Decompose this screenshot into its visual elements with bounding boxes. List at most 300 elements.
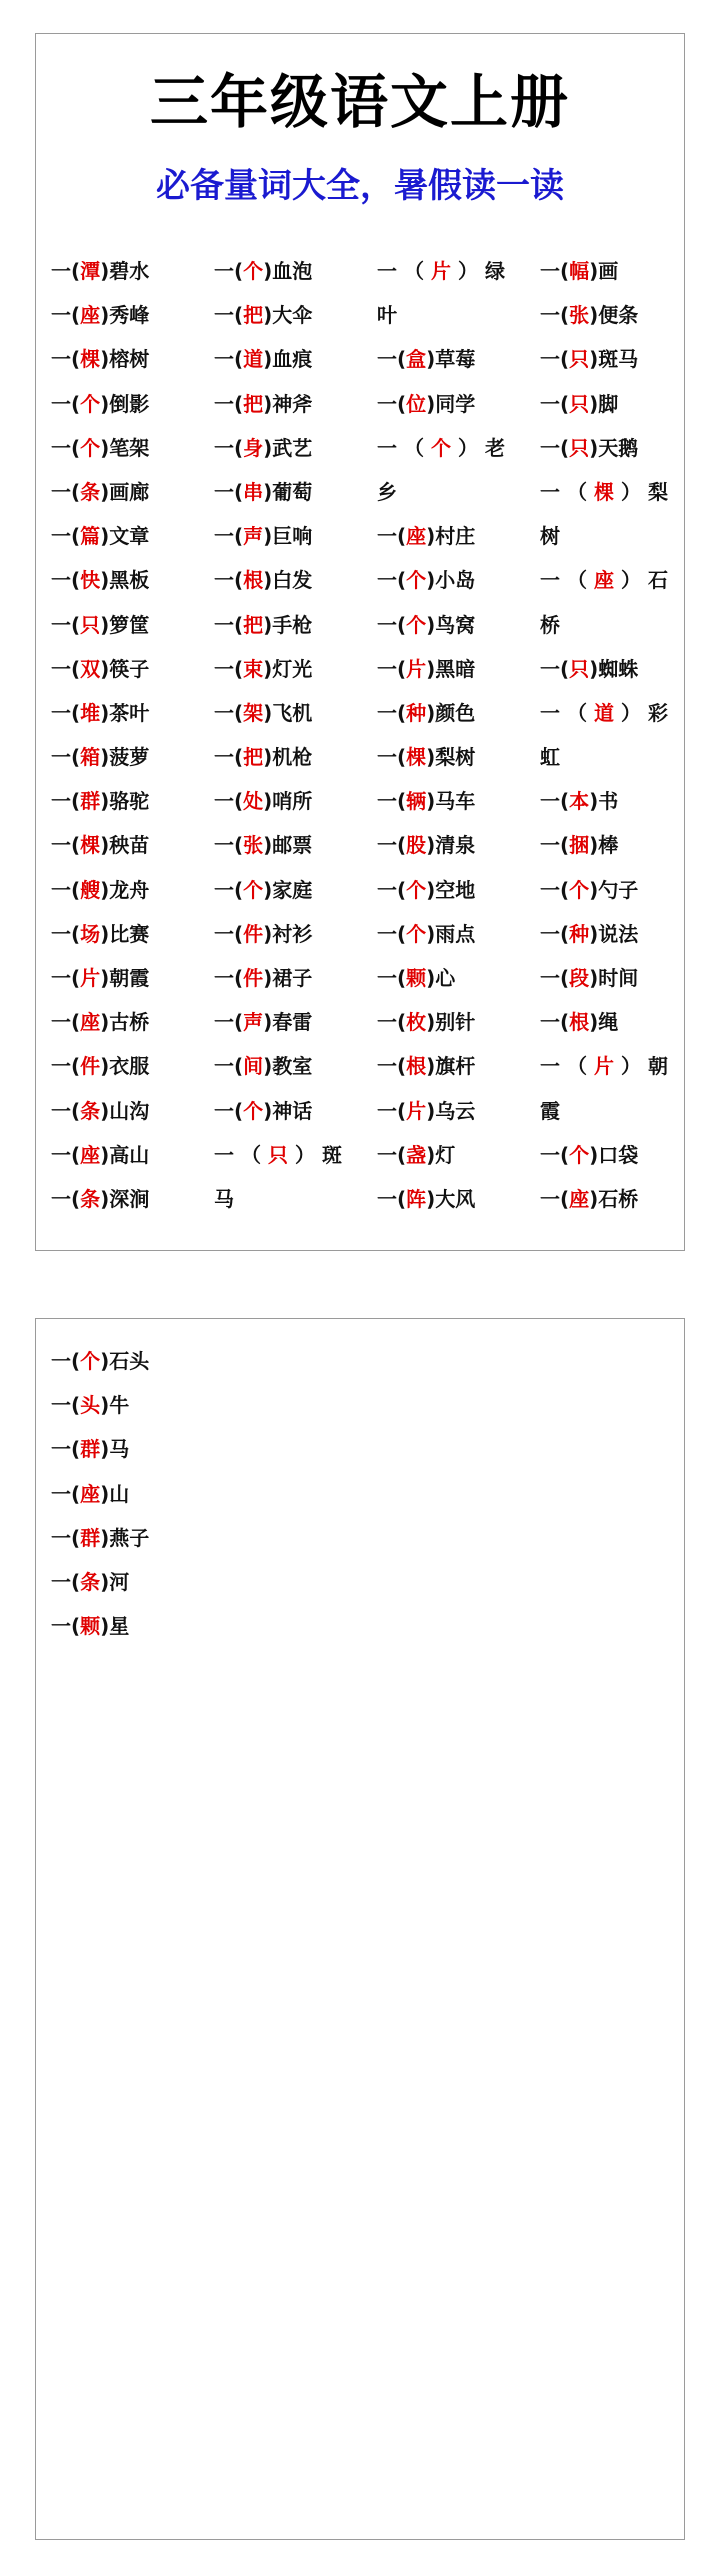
measure-word-item bbox=[51, 514, 211, 558]
measure-word: 个 bbox=[569, 1142, 590, 1167]
item-prefix: 一( bbox=[214, 833, 244, 858]
item-noun: )骆驼 bbox=[100, 789, 150, 814]
item-text-part: ） bbox=[295, 1142, 315, 1167]
item-noun: )蜘蛛 bbox=[589, 656, 639, 681]
measure-word: 件 bbox=[243, 921, 264, 946]
item-noun: )古桥 bbox=[100, 1010, 150, 1035]
item-prefix: 一( bbox=[214, 391, 244, 416]
item-prefix: 一( bbox=[214, 789, 244, 814]
item-prefix: 一( bbox=[540, 921, 570, 946]
item-prefix: 一( bbox=[377, 391, 407, 416]
measure-word-item bbox=[51, 249, 211, 293]
item-prefix: 一( bbox=[377, 1010, 407, 1035]
measure-word: 架 bbox=[243, 700, 264, 725]
item-prefix: 一( bbox=[51, 391, 81, 416]
item-noun: )邮票 bbox=[263, 833, 313, 858]
item-prefix: 一( bbox=[377, 745, 407, 770]
item-noun: )神话 bbox=[263, 1098, 313, 1123]
measure-word: 件 bbox=[80, 1054, 101, 1079]
item-noun: )秀峰 bbox=[100, 303, 150, 328]
item-prefix: 一( bbox=[214, 259, 244, 283]
measure-word-item bbox=[51, 1044, 211, 1088]
measure-word-item bbox=[540, 868, 700, 912]
item-noun: )别针 bbox=[426, 1010, 476, 1035]
item-text-part: 老 bbox=[485, 435, 505, 460]
word-column-page-2 bbox=[51, 1339, 351, 1648]
item-prefix: 一( bbox=[214, 347, 244, 372]
measure-word: 颗 bbox=[406, 966, 427, 990]
item-prefix: 一( bbox=[51, 303, 81, 328]
measure-word-item bbox=[51, 470, 211, 514]
item-noun: )便条 bbox=[589, 303, 639, 328]
measure-word-item bbox=[51, 1604, 351, 1648]
measure-word: 股 bbox=[406, 833, 427, 858]
measure-word: 个 bbox=[406, 921, 427, 946]
item-text-part: 梨 bbox=[648, 479, 668, 504]
measure-word: 颗 bbox=[80, 1614, 101, 1639]
item-noun: )清泉 bbox=[426, 833, 476, 858]
item-prefix: 一( bbox=[214, 877, 244, 902]
item-noun: )衬衫 bbox=[263, 921, 313, 946]
measure-word-item bbox=[377, 735, 537, 779]
measure-word-item bbox=[540, 1177, 700, 1221]
measure-word: 条 bbox=[80, 1569, 101, 1594]
measure-word-item bbox=[377, 1177, 537, 1221]
measure-word: 把 bbox=[243, 745, 264, 770]
measure-word: 条 bbox=[80, 1098, 101, 1123]
measure-word: 条 bbox=[80, 1186, 101, 1211]
item-prefix: 一( bbox=[214, 1010, 244, 1035]
measure-word-item bbox=[51, 647, 211, 691]
measure-word-item bbox=[540, 470, 668, 514]
item-prefix: 一( bbox=[377, 1098, 407, 1123]
measure-word-item bbox=[377, 1044, 537, 1088]
measure-word-item bbox=[214, 426, 374, 470]
measure-word: 盏 bbox=[406, 1142, 427, 1167]
item-prefix: 一( bbox=[51, 479, 81, 504]
measure-word-item bbox=[51, 1560, 351, 1604]
measure-word: 快 bbox=[80, 568, 101, 593]
measure-word: 只 bbox=[569, 391, 590, 416]
item-noun: )鸟窝 bbox=[426, 612, 476, 637]
item-prefix: 一( bbox=[51, 1142, 81, 1167]
measure-word-item bbox=[214, 470, 374, 514]
item-noun: )箩筐 bbox=[100, 612, 150, 637]
measure-word: 座 bbox=[569, 1186, 590, 1211]
measure-word: 个 bbox=[243, 877, 264, 902]
measure-word-item bbox=[377, 603, 537, 647]
measure-word: 把 bbox=[243, 391, 264, 416]
measure-word-item bbox=[214, 1133, 342, 1177]
item-prefix: 一( bbox=[51, 745, 81, 770]
measure-word-item bbox=[51, 1427, 351, 1471]
measure-word-item bbox=[377, 868, 537, 912]
item-prefix: 一( bbox=[540, 966, 570, 990]
measure-word-item bbox=[214, 249, 374, 293]
item-noun: )大风 bbox=[426, 1186, 476, 1211]
item-prefix: 一( bbox=[51, 656, 81, 681]
measure-word-item bbox=[51, 1177, 211, 1221]
measure-word-item bbox=[377, 426, 505, 470]
measure-word: 幅 bbox=[569, 259, 590, 283]
item-text-part: （ bbox=[567, 568, 587, 593]
measure-word: 根 bbox=[569, 1010, 590, 1035]
measure-word-item bbox=[51, 868, 211, 912]
item-noun: )燕子 bbox=[100, 1525, 150, 1550]
measure-word: 声 bbox=[243, 1010, 264, 1035]
measure-word-item bbox=[377, 691, 537, 735]
measure-word: 篇 bbox=[80, 524, 101, 549]
item-prefix: 一( bbox=[377, 833, 407, 858]
measure-word-item bbox=[214, 1089, 374, 1133]
item-text-part: 石 bbox=[648, 568, 668, 593]
measure-word: 群 bbox=[80, 1525, 101, 1550]
item-noun: )榕树 bbox=[100, 347, 150, 372]
measure-word-item bbox=[51, 558, 211, 602]
measure-word-item bbox=[214, 337, 374, 381]
item-prefix: 一( bbox=[51, 700, 81, 725]
item-noun: )画廊 bbox=[100, 479, 150, 504]
measure-word: 只 bbox=[569, 435, 590, 460]
measure-word: 只 bbox=[569, 347, 590, 372]
item-text: 叶 bbox=[377, 303, 397, 328]
item-text-part: 一 bbox=[540, 568, 560, 593]
measure-word: 张 bbox=[243, 833, 264, 858]
measure-word: 只 bbox=[569, 656, 590, 681]
word-column-3 bbox=[377, 249, 537, 1221]
measure-word-item bbox=[214, 1044, 374, 1088]
measure-word-item bbox=[540, 1133, 700, 1177]
item-noun: )家庭 bbox=[263, 877, 313, 902]
measure-word-item bbox=[214, 735, 374, 779]
measure-word-item bbox=[540, 956, 700, 1000]
item-noun: )碧水 bbox=[100, 259, 150, 283]
item-text: 霞 bbox=[540, 1098, 560, 1123]
item-noun: )筷子 bbox=[100, 656, 150, 681]
item-noun: )星 bbox=[100, 1614, 130, 1639]
measure-word: 捆 bbox=[569, 833, 590, 858]
measure-word-item bbox=[214, 1177, 374, 1221]
item-noun: )衣服 bbox=[100, 1054, 150, 1079]
item-prefix: 一( bbox=[540, 1010, 570, 1035]
item-text-part: （ bbox=[567, 1054, 587, 1079]
item-noun: )血痕 bbox=[263, 347, 313, 372]
item-noun: )笔架 bbox=[100, 435, 150, 460]
item-prefix: 一( bbox=[214, 524, 244, 549]
item-prefix: 一( bbox=[377, 1142, 407, 1167]
item-prefix: 一( bbox=[214, 921, 244, 946]
measure-word-item bbox=[377, 823, 537, 867]
measure-word: 片 bbox=[594, 1054, 614, 1079]
measure-word: 个 bbox=[243, 1098, 264, 1123]
measure-word-item bbox=[214, 382, 374, 426]
item-prefix: 一( bbox=[51, 435, 81, 460]
item-noun: )黑板 bbox=[100, 568, 150, 593]
item-prefix: 一( bbox=[51, 966, 81, 990]
item-prefix: 一( bbox=[540, 347, 570, 372]
word-column-4 bbox=[540, 249, 700, 1221]
item-noun: )朝霞 bbox=[100, 966, 150, 990]
item-noun: )文章 bbox=[100, 524, 150, 549]
page-title: 三年级语文上册 bbox=[149, 68, 570, 136]
measure-word: 堆 bbox=[80, 700, 101, 725]
item-prefix: 一( bbox=[51, 1054, 81, 1079]
item-prefix: 一( bbox=[51, 1393, 81, 1418]
item-prefix: 一( bbox=[377, 700, 407, 725]
item-noun: )机枪 bbox=[263, 745, 313, 770]
item-noun: )教室 bbox=[263, 1054, 313, 1079]
item-prefix: 一( bbox=[51, 1481, 81, 1506]
item-prefix: 一( bbox=[214, 1098, 244, 1123]
item-prefix: 一( bbox=[51, 833, 81, 858]
measure-word-item bbox=[51, 1516, 351, 1560]
measure-word-item bbox=[377, 293, 537, 337]
measure-word-item bbox=[540, 558, 668, 602]
measure-word-item bbox=[214, 912, 374, 956]
item-prefix: 一( bbox=[51, 921, 81, 946]
measure-word-item bbox=[51, 1089, 211, 1133]
item-text-part: ） bbox=[621, 568, 641, 593]
item-noun: )牛 bbox=[100, 1393, 130, 1418]
measure-word-item bbox=[214, 558, 374, 602]
item-prefix: 一( bbox=[51, 877, 81, 902]
measure-word: 件 bbox=[243, 966, 264, 990]
measure-word: 个 bbox=[406, 612, 427, 637]
measure-word: 道 bbox=[243, 347, 264, 372]
item-text-part: ） bbox=[621, 479, 641, 504]
measure-word-item bbox=[540, 1044, 668, 1088]
measure-word-item bbox=[377, 956, 537, 1000]
item-noun: )绳 bbox=[589, 1010, 619, 1035]
measure-word: 种 bbox=[406, 700, 427, 725]
measure-word-item bbox=[51, 823, 211, 867]
measure-word: 道 bbox=[594, 700, 614, 725]
measure-word: 串 bbox=[243, 479, 264, 504]
measure-word-item bbox=[377, 779, 537, 823]
measure-word-item bbox=[214, 956, 374, 1000]
item-text-part: （ bbox=[241, 1142, 261, 1167]
measure-word: 根 bbox=[243, 568, 264, 593]
measure-word: 棵 bbox=[80, 833, 101, 858]
item-text-part: 一 bbox=[540, 700, 560, 725]
measure-word: 张 bbox=[569, 303, 590, 328]
measure-word-item bbox=[377, 912, 537, 956]
item-prefix: 一( bbox=[214, 700, 244, 725]
item-noun: )脚 bbox=[589, 391, 619, 416]
item-text-part: （ bbox=[567, 479, 587, 504]
measure-word: 把 bbox=[243, 612, 264, 637]
item-noun: )草莓 bbox=[426, 347, 476, 372]
measure-word: 个 bbox=[80, 435, 101, 460]
measure-word: 座 bbox=[80, 1481, 101, 1506]
item-prefix: 一( bbox=[51, 568, 81, 593]
item-noun: )天鹅 bbox=[589, 435, 639, 460]
measure-word-item bbox=[377, 1089, 537, 1133]
item-noun: )石桥 bbox=[589, 1186, 639, 1211]
measure-word-item bbox=[377, 514, 537, 558]
item-prefix: 一( bbox=[377, 568, 407, 593]
measure-word-item bbox=[377, 382, 537, 426]
measure-word-item bbox=[51, 426, 211, 470]
measure-word: 片 bbox=[80, 966, 101, 990]
item-noun: )山 bbox=[100, 1481, 130, 1506]
measure-word: 个 bbox=[80, 1349, 101, 1373]
item-noun: )手枪 bbox=[263, 612, 313, 637]
item-noun: )空地 bbox=[426, 877, 476, 902]
measure-word-item bbox=[540, 735, 700, 779]
item-prefix: 一( bbox=[540, 877, 570, 902]
item-text-part: 彩 bbox=[648, 700, 668, 725]
item-text: 虹 bbox=[540, 745, 560, 770]
measure-word: 种 bbox=[569, 921, 590, 946]
item-text-part: ） bbox=[621, 1054, 641, 1079]
item-text-part: 一 bbox=[214, 1142, 234, 1167]
measure-word-item bbox=[540, 1000, 700, 1044]
measure-word-item bbox=[214, 514, 374, 558]
item-text-part: 斑 bbox=[322, 1142, 342, 1167]
measure-word-item bbox=[540, 337, 700, 381]
measure-word: 场 bbox=[80, 921, 101, 946]
item-noun: )茶叶 bbox=[100, 700, 150, 725]
measure-word-item bbox=[377, 1000, 537, 1044]
item-prefix: 一( bbox=[51, 1525, 81, 1550]
measure-word: 片 bbox=[406, 656, 427, 681]
measure-word-item bbox=[540, 779, 700, 823]
item-prefix: 一( bbox=[377, 921, 407, 946]
measure-word-item bbox=[377, 470, 537, 514]
measure-word: 根 bbox=[406, 1054, 427, 1079]
measure-word: 个 bbox=[569, 877, 590, 902]
item-noun: )勺子 bbox=[589, 877, 639, 902]
item-text-part: 朝 bbox=[648, 1054, 668, 1079]
item-prefix: 一( bbox=[540, 303, 570, 328]
measure-word-item bbox=[51, 1472, 351, 1516]
measure-word: 阵 bbox=[406, 1186, 427, 1211]
measure-word: 箱 bbox=[80, 745, 101, 770]
measure-word-item bbox=[51, 382, 211, 426]
item-noun: )灯光 bbox=[263, 656, 313, 681]
item-prefix: 一( bbox=[377, 656, 407, 681]
item-prefix: 一( bbox=[51, 1098, 81, 1123]
measure-word: 只 bbox=[268, 1142, 288, 1167]
item-prefix: 一( bbox=[377, 789, 407, 814]
item-prefix: 一( bbox=[540, 259, 570, 283]
item-prefix: 一( bbox=[540, 1142, 570, 1167]
item-prefix: 一( bbox=[377, 612, 407, 637]
item-prefix: 一( bbox=[540, 1186, 570, 1211]
measure-word: 位 bbox=[406, 391, 427, 416]
item-prefix: 一( bbox=[51, 1010, 81, 1035]
measure-word-item bbox=[51, 1133, 211, 1177]
measure-word-item bbox=[51, 779, 211, 823]
item-prefix: 一( bbox=[214, 966, 244, 990]
measure-word-item bbox=[540, 912, 700, 956]
measure-word: 片 bbox=[431, 259, 451, 283]
measure-word: 盒 bbox=[406, 347, 427, 372]
measure-word: 片 bbox=[406, 1098, 427, 1123]
item-prefix: 一( bbox=[51, 1614, 81, 1639]
measure-word: 束 bbox=[243, 656, 264, 681]
measure-word: 潭 bbox=[80, 259, 101, 283]
item-noun: )葡萄 bbox=[263, 479, 313, 504]
measure-word-item bbox=[540, 603, 700, 647]
item-prefix: 一( bbox=[540, 789, 570, 814]
measure-word: 座 bbox=[406, 524, 427, 549]
measure-word-item bbox=[377, 1133, 537, 1177]
item-noun: )春雷 bbox=[263, 1010, 313, 1035]
item-prefix: 一( bbox=[214, 568, 244, 593]
item-prefix: 一( bbox=[377, 966, 407, 990]
item-noun: )时间 bbox=[589, 966, 639, 990]
measure-word: 身 bbox=[243, 435, 264, 460]
item-noun: )画 bbox=[589, 259, 619, 283]
measure-word-item bbox=[51, 956, 211, 1000]
item-noun: )菠萝 bbox=[100, 745, 150, 770]
item-prefix: 一( bbox=[540, 833, 570, 858]
measure-word-item bbox=[214, 779, 374, 823]
item-prefix: 一( bbox=[377, 1054, 407, 1079]
item-noun: )白发 bbox=[263, 568, 313, 593]
measure-word-item bbox=[214, 647, 374, 691]
item-text: 桥 bbox=[540, 612, 560, 637]
item-noun: )倒影 bbox=[100, 391, 150, 416]
measure-word: 本 bbox=[569, 789, 590, 814]
item-noun: )武艺 bbox=[263, 435, 313, 460]
item-noun: )雨点 bbox=[426, 921, 476, 946]
item-noun: )乌云 bbox=[426, 1098, 476, 1123]
measure-word: 座 bbox=[80, 1142, 101, 1167]
item-noun: )马 bbox=[100, 1437, 130, 1462]
measure-word-item bbox=[214, 293, 374, 337]
measure-word-item bbox=[377, 249, 505, 293]
item-text: 马 bbox=[214, 1186, 234, 1211]
measure-word: 座 bbox=[80, 1010, 101, 1035]
item-noun: )心 bbox=[426, 966, 456, 990]
item-prefix: 一( bbox=[214, 745, 244, 770]
item-noun: )比赛 bbox=[100, 921, 150, 946]
item-noun: )书 bbox=[589, 789, 619, 814]
item-noun: )山沟 bbox=[100, 1098, 150, 1123]
measure-word-item bbox=[540, 293, 700, 337]
measure-word-item bbox=[377, 647, 537, 691]
measure-word: 头 bbox=[80, 1393, 101, 1418]
item-text-part: 一 bbox=[540, 479, 560, 504]
item-prefix: 一( bbox=[51, 789, 81, 814]
measure-word-item bbox=[214, 1000, 374, 1044]
item-noun: )飞机 bbox=[263, 700, 313, 725]
measure-word-item bbox=[51, 691, 211, 735]
item-noun: )马车 bbox=[426, 789, 476, 814]
item-prefix: 一( bbox=[214, 479, 244, 504]
item-noun: )巨响 bbox=[263, 524, 313, 549]
item-prefix: 一( bbox=[214, 656, 244, 681]
measure-word: 枚 bbox=[406, 1010, 427, 1035]
item-prefix: 一( bbox=[51, 347, 81, 372]
item-text-part: 一 bbox=[540, 1054, 560, 1079]
measure-word: 双 bbox=[80, 656, 101, 681]
item-prefix: 一( bbox=[377, 877, 407, 902]
measure-word: 群 bbox=[80, 789, 101, 814]
item-noun: )深涧 bbox=[100, 1186, 150, 1211]
measure-word: 个 bbox=[243, 259, 264, 283]
item-noun: )裙子 bbox=[263, 966, 313, 990]
item-text: 乡 bbox=[377, 479, 397, 504]
item-prefix: 一( bbox=[540, 656, 570, 681]
item-noun: )说法 bbox=[589, 921, 639, 946]
item-text-part: （ bbox=[404, 435, 424, 460]
item-noun: )旗杆 bbox=[426, 1054, 476, 1079]
item-prefix: 一( bbox=[377, 524, 407, 549]
